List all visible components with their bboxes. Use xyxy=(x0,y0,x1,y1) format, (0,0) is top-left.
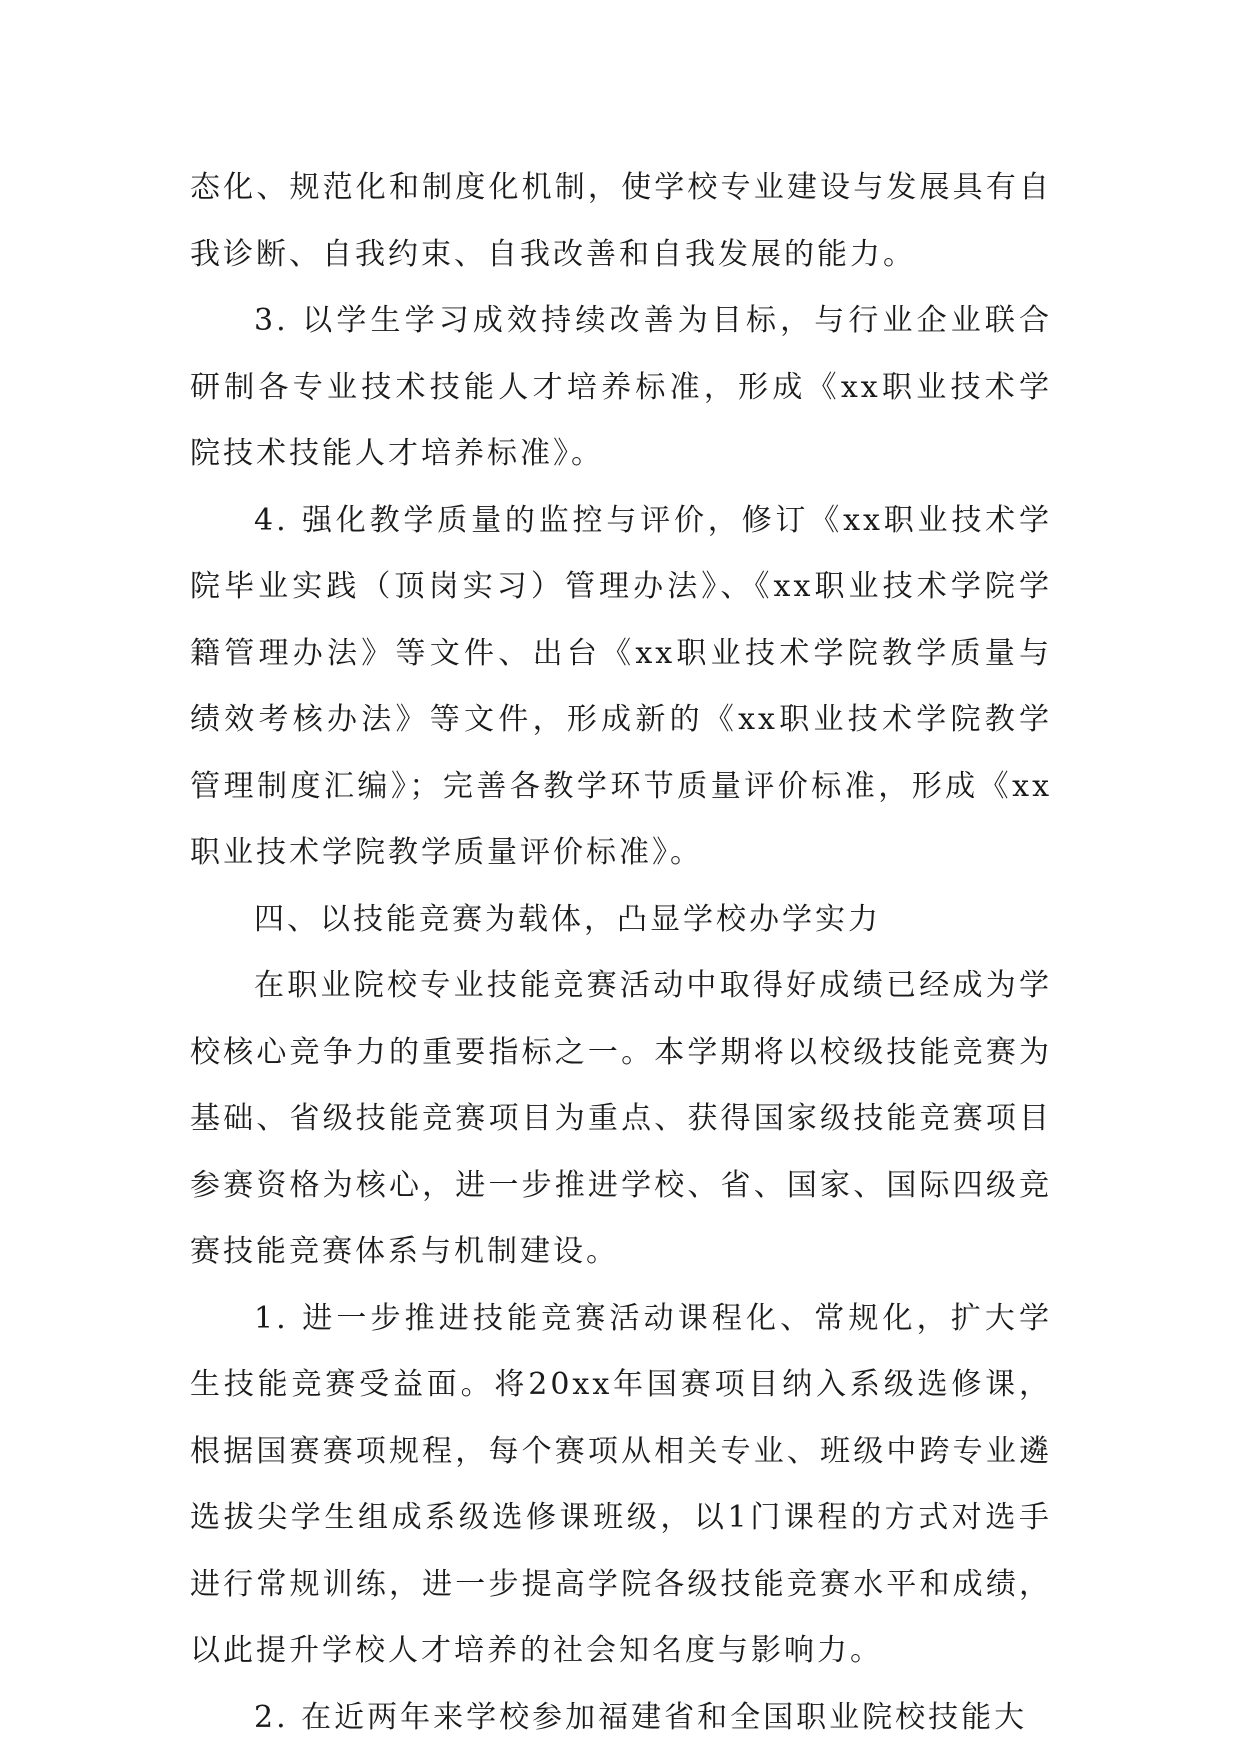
paragraph-item-4: 4. 强化教学质量的监控与评价，修订《xx职业技术学院毕业实践（顶岗实习）管理办法》、《xx职业技术学院学籍管理办法》等文件、出台《xx职业技术学院教学质量与绩效考核办法》等文件，形成新的《xx职业技术学院教学管理制度汇编》；完善各教学环节质量评价标准，形成《xx职业技术学院教学质量评价标准》。 xyxy=(190,502,1052,870)
paragraph-section-intro: 在职业院校专业技能竞赛活动中取得好成绩已经成为学校核心竞争力的重要指标之一。本学期将以校级技能竞赛为基础、省级技能竞赛项目为重点、获得国家级技能竞赛项目参赛资格为核心，进一步推进学校、省、国家、国际四级竞赛技能竞赛体系与机制建设。 xyxy=(190,968,1052,1269)
paragraph-item-3: 3. 以学生学习成效持续改善为目标，与行业企业联合研制各专业技术技能人才培养标准，形成《xx职业技术学院技术技能人才培养标准》。 xyxy=(190,303,1052,471)
paragraph-item-2: 2. 在近两年来学校参加福建省和全国职业院校技能大 xyxy=(254,1699,1028,1735)
paragraph-item-1: 1. 进一步推进技能竞赛活动课程化、常规化，扩大学生技能竞赛受益面。将20xx年国赛项目纳入系级选修课，根据国赛赛项规程，每个赛项从相关专业、班级中跨专业遴选拔尖学生组成系级选修课班级，以1门课程的方式对选手进行常规训练，进一步提高学院各级技能竞赛水平和成绩，以此提升学校人才培养的社会知名度与影响力。 xyxy=(190,1300,1052,1668)
section-heading-4: 四、以技能竞赛为载体，凸显学校办学实力 xyxy=(254,901,881,937)
paragraph-continuation: 态化、规范化和制度化机制，使学校专业建设与发展具有自我诊断、自我约束、自我改善和自我发展的能力。 xyxy=(190,170,1052,272)
document-body xyxy=(190,155,1052,1751)
